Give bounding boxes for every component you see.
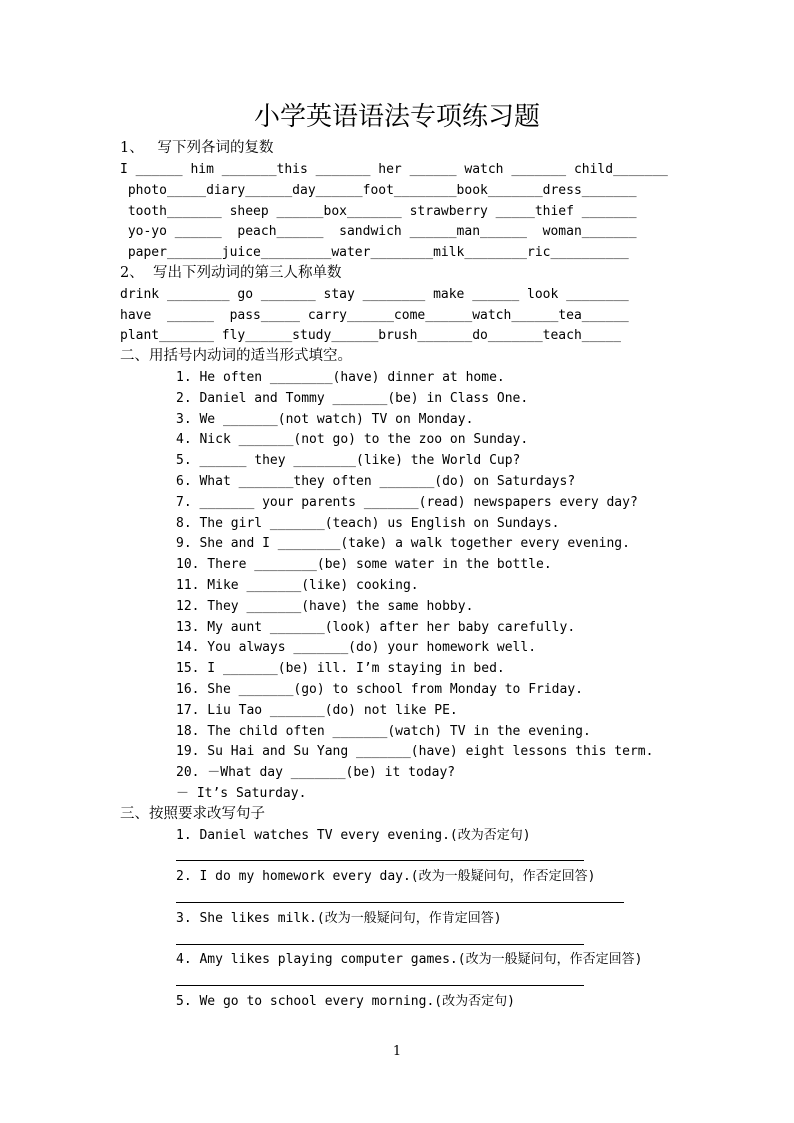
verb-row-1: drink ________ go _______ stay ________ make ______ look ________ xyxy=(120,287,629,302)
fill-item: 2. Daniel and Tommy _______(be) in Class One. xyxy=(176,391,529,406)
fill-item: 11. Mike _______(like) cooking. xyxy=(176,578,419,593)
fill-item: 19. Su Hai and Su Yang _______(have) eight lessons this term. xyxy=(176,744,654,759)
fill-item: 17. Liu Tao _______(do) not like PE. xyxy=(176,703,458,718)
fill-item: 4. Nick _______(not go) to the zoo on Sunday. xyxy=(176,432,529,447)
verb-row-2: have ______ pass_____ carry______come______watch______tea______ xyxy=(120,308,629,323)
fill-item-answer: － It’s Saturday. xyxy=(176,786,307,801)
fill-item: 12. They _______(have) the same hobby. xyxy=(176,599,474,614)
plural-row-1: I ______ him _______this _______ her ______ watch _______ child_______ xyxy=(120,162,668,177)
fill-item: 10. There ________(be) some water in the bottle. xyxy=(176,557,552,572)
rewrite-item: 2. I do my homework every day.(改为一般疑问句，作否定回答) xyxy=(176,869,596,884)
answer-line xyxy=(176,944,584,945)
page-number: 1 xyxy=(392,1044,402,1059)
fill-item: 8. The girl _______(teach) us English on Sundays. xyxy=(176,516,560,531)
fill-item: 6. What _______they often _______(do) on Saturdays? xyxy=(176,474,576,489)
plural-row-2: photo_____diary______day______foot________book_______dress_______ xyxy=(120,183,637,198)
answer-line xyxy=(176,985,584,986)
fill-item: 1. He often ________(have) dinner at home. xyxy=(176,370,505,385)
rewrite-item: 5. We go to school every morning.(改为否定句) xyxy=(176,994,515,1009)
fill-item: 14. You always _______(do) your homework well. xyxy=(176,640,537,655)
answer-line xyxy=(176,860,584,861)
plural-row-3: tooth_______ sheep ______box_______ strawberry _____thief _______ xyxy=(120,204,637,219)
answer-line xyxy=(176,902,624,903)
fill-item: 13. My aunt _______(look) after her baby carefully. xyxy=(176,620,576,635)
fill-item: 20. －What day _______(be) it today? xyxy=(176,765,456,780)
fill-item: 5. ______ they ________(like) the World Cup? xyxy=(176,453,521,468)
fill-item: 3. We _______(not watch) TV on Monday. xyxy=(176,412,474,427)
section-4-heading: 三、按照要求改写句子 xyxy=(120,806,265,822)
verb-row-3: plant_______ fly______study______brush_______do_______teach_____ xyxy=(120,328,621,343)
plural-row-5: paper_______juice_________water________milk________ric__________ xyxy=(120,245,629,260)
section-1-heading: 1、 写下列各词的复数 xyxy=(120,140,274,156)
plural-row-4: yo-yo ______ peach______ sandwich ______man______ woman_______ xyxy=(120,224,637,239)
page-title: 小学英语语法专项练习题 xyxy=(253,102,540,132)
rewrite-item: 3. She likes milk.(改为一般疑问句，作肯定回答) xyxy=(176,911,502,926)
section-3-heading: 二、用括号内动词的适当形式填空。 xyxy=(120,348,352,364)
rewrite-item: 1. Daniel watches TV every evening.(改为否定句) xyxy=(176,828,531,843)
fill-item: 7. _______ your parents _______(read) newspapers every day? xyxy=(176,495,638,510)
fill-item: 18. The child often _______(watch) TV in the evening. xyxy=(176,724,591,739)
section-2-heading: 2、 写出下列动词的第三人称单数 xyxy=(120,265,342,281)
fill-item: 16. She _______(go) to school from Monday to Friday. xyxy=(176,682,583,697)
fill-item: 9. She and I ________(take) a walk together every evening. xyxy=(176,536,630,551)
fill-item: 15. I _______(be) ill. I’m staying in bed. xyxy=(176,661,505,676)
rewrite-item: 4. Amy likes playing computer games.(改为一般疑问句，作否定回答) xyxy=(176,952,643,967)
